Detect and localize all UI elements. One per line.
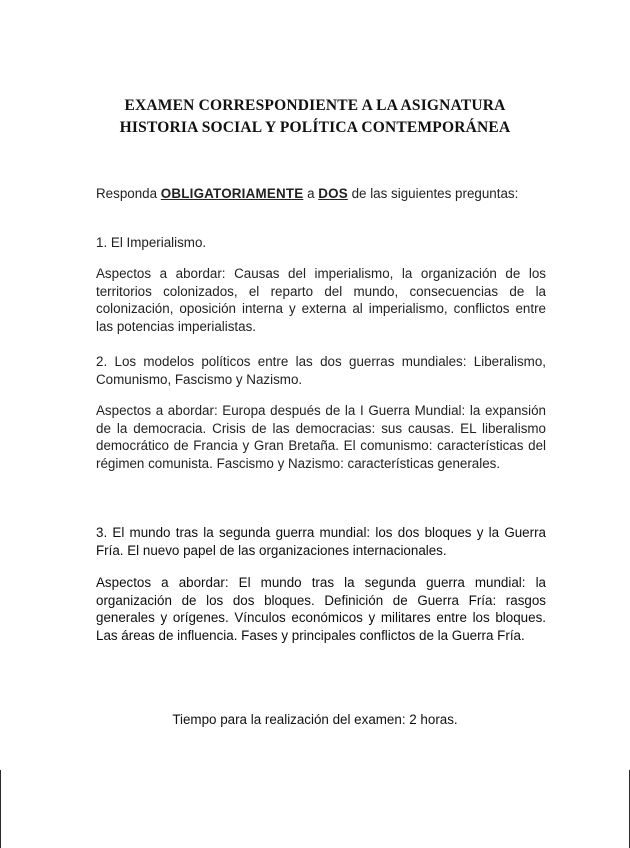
- scan-edge-left: [0, 770, 1, 848]
- instructions-emphasis-obligatoriamente: OBLIGATORIAMENTE: [160, 186, 304, 201]
- instructions: [96, 186, 518, 201]
- instructions-suffix: de las siguientes preguntas:: [347, 186, 519, 201]
- question-1-aspects: Aspectos a abordar: Causas del imperialismo, la organización de los territorios colonizados, el reparto del mundo, consecuencias de la colonización, oposición interna y externa al imperialismo, conflictos entre las potencias imperialistas.: [96, 266, 546, 334]
- question-3-title: 3. El mundo tras la segunda guerra mundial: los dos bloques y la Guerra Fría. El nuevo papel de las organizaciones internacionales.: [96, 525, 546, 558]
- question-2-aspects: Aspectos a abordar: Europa después de la I Guerra Mundial: la expansión de la democracia. Crisis de las democracias: sus causas. EL liberalismo democrático de Francia y Gran Bretaña. El comunismo: características del régimen comunista. Fascismo y Nazismo: características generales.: [96, 403, 546, 471]
- question-1-title: 1. El Imperialismo.: [96, 235, 207, 250]
- exam-time-note: Tiempo para la realización del examen: 2 horas.: [172, 712, 458, 727]
- instructions-emphasis-dos: DOS: [318, 186, 348, 201]
- question-2-title: 2. Los modelos políticos entre las dos guerras mundiales: Liberalismo, Comunismo, Fascismo y Nazismo.: [96, 354, 546, 387]
- instructions-middle: a: [303, 186, 319, 201]
- exam-title-line2: HISTORIA SOCIAL Y POLÍTICA CONTEMPORÁNEA: [119, 119, 511, 136]
- instructions-prefix: Responda: [96, 186, 161, 201]
- question-3-aspects: Aspectos a abordar: El mundo tras la segunda guerra mundial: la organización de los dos bloques. Definición de Guerra Fría: rasgos generales y orígenes. Vínculos económicos y militares entre los bloques. Las áreas de influencia. Fases y principales conflictos de la Guerra Fría.: [96, 575, 546, 643]
- exam-title-line1: EXAMEN CORRESPONDIENTE A LA ASIGNATURA: [124, 97, 506, 114]
